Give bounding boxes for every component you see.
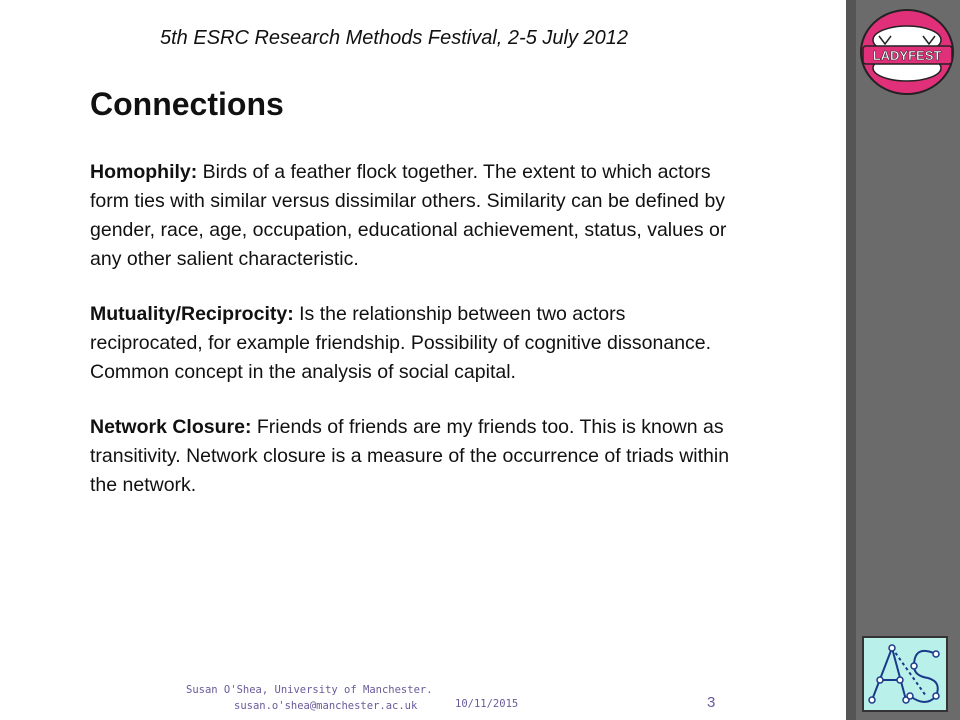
closure-paragraph <box>90 413 740 500</box>
mutuality-extra: Common concept in the analysis of social capital. <box>90 361 516 383</box>
homophily-paragraph <box>90 158 740 274</box>
closure-term: Network Closure: <box>90 416 252 438</box>
as-network-logo <box>862 636 948 712</box>
footer-date: 10/11/2015 <box>455 698 519 710</box>
event-header: 5th ESRC Research Methods Festival, 2-5 July 2012 <box>160 27 628 49</box>
page-number: 3 <box>707 694 716 711</box>
ladyfest-logo-text: LADYFEST <box>872 48 942 63</box>
mutuality-paragraph <box>90 300 740 387</box>
closure-text: Friends of friends are my friends too. This is known as transitivity. Network closure is a measure of the occurrence of triads within the network. <box>90 416 730 496</box>
mutuality-text: Is the relationship between two actors reciprocated, for example friendship. Possibility of cognitive dissonance. <box>90 303 712 354</box>
ladyfest-logo <box>855 0 960 110</box>
slide-body <box>90 158 740 526</box>
homophily-term: Homophily: <box>90 161 198 183</box>
slide-title: Connections <box>90 86 284 122</box>
footer-author <box>186 682 433 714</box>
homophily-text: Birds of a feather flock together. The extent to which actors form ties with similar versus dissimilar others. Similarity can be defined by gender, race, age, occupation, educational achievement, status, values or any other salient characteristic. <box>90 161 727 270</box>
as-network-graphic <box>864 638 946 710</box>
footer-author-name: Susan O'Shea, University of Manchester. <box>186 684 433 696</box>
mutuality-term: Mutuality/Reciprocity: <box>90 303 294 325</box>
footer-author-email: susan.o'shea@manchester.ac.uk <box>234 700 418 712</box>
